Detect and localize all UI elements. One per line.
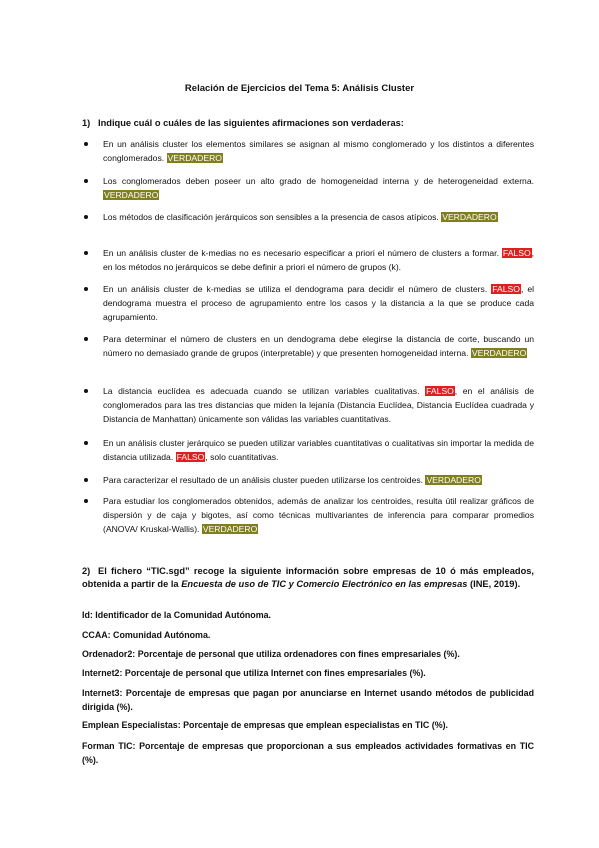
bullet-icon (84, 478, 88, 482)
statement-text: En un análisis cluster los elementos similares se asignan al mismo conglomerado y los distintos a diferentes conglomerados. (103, 139, 534, 163)
list-item (82, 494, 534, 536)
variable-name: Id: (82, 610, 93, 620)
bullet-icon (84, 287, 88, 291)
variable-definition (82, 739, 534, 767)
variable-definition (82, 666, 534, 680)
statement-explanation: , solo cuantitativas. (205, 452, 279, 462)
question-1-text: Indique cuál o cuáles de las siguientes afirmaciones son verdaderas: (98, 118, 404, 128)
statement-text: En un análisis cluster de k-medias no es necesario especificar a priori el número de clusters a formar. (103, 248, 499, 258)
answer-badge-false: FALSO (176, 452, 205, 462)
variable-definition (82, 608, 534, 622)
bullet-icon (84, 215, 88, 219)
variable-description: Porcentaje de personal que utiliza ordenadores con fines empresariales (%). (135, 649, 460, 659)
statement-explanation: , en el análisis de conglomerados para las tres distancias que miden la lejanía (Distancia Euclídea, Distancia Euclídea cuadrada y Distancia de Manhattan) únicamente son válidas las variables cuantitativas. (103, 386, 535, 424)
variable-name: Internet2: (82, 668, 123, 678)
variable-definition (82, 647, 534, 661)
statement-explanation: , en los métodos no jerárquicos se debe definir a priori el número de grupos (k). (103, 248, 535, 272)
answer-badge-true: VERDADERO (426, 475, 481, 485)
list-item (82, 246, 534, 274)
statement-explanation: , el dendograma muestra el proceso de agrupamiento entre los casos y la distancia a la que se produce cada agrupamiento. (103, 284, 535, 322)
variable-name: Emplean Especialistas: (82, 720, 181, 730)
variable-name: Forman TIC: (82, 741, 136, 751)
list-item (82, 210, 534, 224)
variable-name: Internet3: (82, 688, 123, 698)
statement-text: Para estudiar los conglomerados obtenidos, además de analizar los centroides, resulta útil realizar gráficos de dispersión y de caja y bigotes, así como técnicas multivariantes de inferencia para comparar promedios (ANOVA/ Kruskal-Wallis). (103, 496, 534, 534)
question-2-intro: El fichero “TIC.sgd” recoge la siguiente información sobre empresas de 10 ó más empleados, obtenida a partir de la (82, 566, 534, 589)
variable-description: Porcentaje de empresas que emplean especialistas en TIC (%). (180, 720, 449, 730)
variable-description: Porcentaje de empresas que proporcionan a sus empleados actividades formativas en TIC (%). (82, 741, 534, 765)
list-item (82, 282, 534, 324)
variable-name: Ordenador2: (82, 649, 136, 659)
list-item (82, 137, 534, 165)
variable-definition (82, 686, 534, 714)
variable-definition (82, 718, 534, 732)
variable-description: Identificador de la Comunidad Autónoma. (92, 610, 272, 620)
variable-description: Porcentaje de empresas que pagan por anunciarse en Internet usando métodos de publicidad dirigida (%). (82, 688, 534, 712)
statement-text: En un análisis cluster de k-medias se utiliza el dendograma para decidir el número de clusters. (103, 284, 488, 294)
variable-definition (82, 628, 534, 642)
list-item (82, 384, 534, 426)
answer-badge-true: VERDADERO (104, 190, 159, 200)
statement-text: Para determinar el número de clusters en un dendograma debe elegirse la distancia de corte, buscando un número no demasiado grande de grupos (interpretable) y que presenten homogeneidad interna. (103, 334, 534, 358)
answer-badge-true: VERDADERO (167, 153, 222, 163)
question-2-source: (INE, 2019). (467, 579, 521, 589)
variable-description: Porcentaje de personal que utiliza Internet con fines empresariales (%). (122, 668, 426, 678)
bullet-icon (84, 441, 88, 445)
list-item (82, 436, 534, 464)
answer-badge-false: FALSO (502, 248, 531, 258)
question-1-heading (82, 117, 534, 130)
answer-badge-false: FALSO (426, 386, 454, 396)
list-item (82, 174, 534, 202)
answer-badge-false: FALSO (492, 284, 520, 294)
list-item (82, 473, 534, 487)
variable-name: CCAA: (82, 630, 111, 640)
bullet-icon (84, 179, 88, 183)
question-2-number: 2) (82, 566, 91, 576)
list-item (82, 332, 534, 360)
bullet-icon (84, 251, 88, 255)
question-2-heading (82, 565, 534, 591)
survey-title: Encuesta de uso de TIC y Comercio Electrónico en las empresas (181, 579, 468, 589)
bullet-icon (84, 499, 88, 503)
bullet-icon (84, 142, 88, 146)
bullet-icon (84, 337, 88, 341)
question-1-number: 1) (82, 118, 91, 128)
statement-text: Los métodos de clasificación jerárquicos son sensibles a la presencia de casos atípicos. (103, 212, 439, 222)
statement-text: La distancia euclídea es adecuada cuando se utilizan variables cualitativas. (103, 386, 420, 396)
answer-badge-true: VERDADERO (442, 212, 497, 222)
answer-badge-true: VERDADERO (471, 348, 527, 358)
statement-text: En un análisis cluster jerárquico se pueden utilizar variables cuantitativas o cualitativas sin importar la medida de distancia utilizada. (103, 438, 534, 462)
answer-badge-true: VERDADERO (202, 524, 258, 534)
statement-text: Para caracterizar el resultado de un análisis cluster pueden utilizarse los centroides. (103, 475, 424, 485)
document-title: Relación de Ejercicios del Tema 5: Análisis Cluster (184, 83, 415, 94)
statement-text: Los conglomerados deben poseer un alto grado de homogeneidad interna y de heterogeneidad externa. (103, 176, 534, 186)
variable-description: Comunidad Autónoma. (110, 630, 211, 640)
bullet-icon (84, 389, 88, 393)
